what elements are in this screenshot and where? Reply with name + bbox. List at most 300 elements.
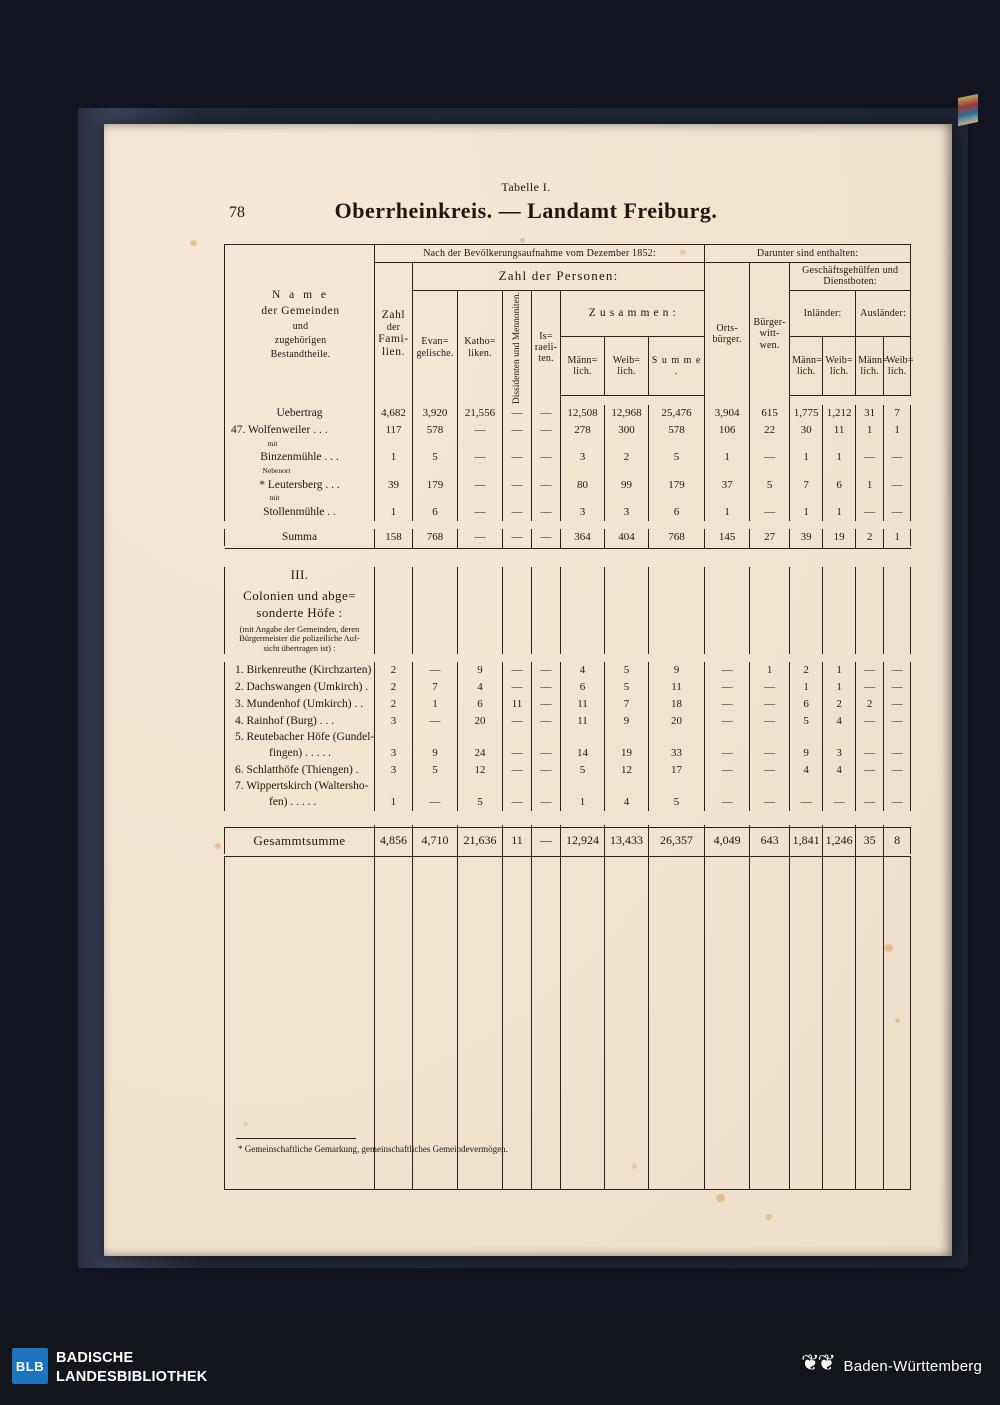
header-inlaender: Inländer: (790, 290, 856, 336)
section-note-l3: sicht übertragen ist) : (263, 642, 336, 653)
cell: — (503, 794, 532, 811)
table-row (225, 762, 911, 779)
page-number: 78 (229, 204, 245, 221)
header-families-l4: lien. (381, 345, 406, 358)
cell: 4,049 (705, 827, 750, 854)
cell: 5 (605, 679, 649, 696)
cell: — (532, 422, 561, 439)
header-families-l1: Zahl (381, 309, 406, 322)
table-row (225, 476, 911, 493)
cell: — (503, 476, 532, 493)
cell: 11 (823, 422, 856, 439)
header-zus-w-l1: Weib= (612, 354, 641, 366)
header-ausl-w-l2: lich. (887, 365, 907, 377)
cell: — (884, 794, 911, 811)
cell: 1 (705, 449, 750, 466)
cell: 25,476 (649, 405, 705, 422)
table-row (225, 504, 911, 521)
cell: — (532, 529, 561, 546)
table-row (225, 422, 911, 439)
header-ausl-weiblich (884, 336, 914, 395)
header-israel-l1: Is= (539, 330, 553, 342)
cell: 3 (561, 504, 605, 521)
cell: — (458, 422, 503, 439)
cell: 80 (561, 476, 605, 493)
header-name-line3: und (292, 320, 309, 332)
header-bw-l1: Bürger- (753, 317, 786, 329)
header-ausl-w-l1: Weib= (886, 354, 914, 366)
cell: — (856, 449, 884, 466)
cell: — (856, 679, 884, 696)
cell: 21,556 (458, 405, 503, 422)
cell: 11 (503, 696, 532, 713)
header-bw-l3: wen. (759, 339, 780, 351)
cell: 30 (790, 422, 823, 439)
cell: 27 (750, 529, 790, 546)
header-name-line1: N a m e (271, 289, 330, 302)
cell: — (750, 679, 790, 696)
header-zus-m-l2: lich. (573, 365, 592, 377)
header-buergerwittwen (750, 263, 790, 405)
cell: 1,246 (823, 827, 856, 854)
cell: — (705, 696, 750, 713)
cell: — (532, 662, 561, 679)
cell: — (503, 422, 532, 439)
cell: — (884, 476, 911, 493)
cell: 8 (884, 827, 911, 854)
cell: — (856, 713, 884, 730)
cell: 1 (856, 476, 884, 493)
cell: 300 (605, 422, 649, 439)
cell: 11 (503, 827, 532, 854)
cell: — (532, 449, 561, 466)
cell: — (413, 794, 458, 811)
cell: — (884, 745, 911, 762)
cell: 364 (561, 529, 605, 546)
cell: — (884, 762, 911, 779)
cell: 12,508 (561, 405, 605, 422)
cell: 26,357 (649, 827, 705, 854)
cell: — (503, 662, 532, 679)
cell: — (750, 504, 790, 521)
cell: 12,968 (605, 405, 649, 422)
cell: 3 (823, 745, 856, 762)
state-name: Baden-Württemberg (843, 1358, 982, 1375)
cell: 768 (649, 529, 705, 546)
cell: 278 (561, 422, 605, 439)
cell: 9 (649, 662, 705, 679)
section-heading-line2: sonderte Höfe : (225, 605, 375, 622)
header-zusammen: Z u s a m m e n : (561, 290, 705, 336)
table-row (225, 439, 911, 449)
table-row (225, 654, 911, 662)
cell: 12 (605, 762, 649, 779)
header-ausl-m-l2: lich. (860, 365, 879, 377)
cell: — (705, 662, 750, 679)
blb-logo[interactable]: BLB (12, 1348, 48, 1384)
cell: 179 (413, 476, 458, 493)
cell: — (790, 794, 823, 811)
cell: — (705, 713, 750, 730)
row-label: 7. Wippertskirch (Waltersho- (225, 779, 375, 794)
cell: 117 (375, 422, 413, 439)
cell: 5 (413, 762, 458, 779)
cell: — (750, 745, 790, 762)
cell: 3,904 (705, 405, 750, 422)
cell: 35 (856, 827, 884, 854)
cell: 5 (413, 449, 458, 466)
cell: — (705, 679, 750, 696)
cell: 1 (884, 529, 911, 546)
cell: 5 (649, 449, 705, 466)
cell: 14 (561, 745, 605, 762)
header-inl-w-l1: Weib= (825, 354, 853, 366)
header-zus-m-l1: Männ= (567, 354, 598, 366)
cell: 5 (649, 794, 705, 811)
table-row (225, 745, 911, 762)
section-note-row (225, 622, 911, 655)
cell: 2 (823, 696, 856, 713)
header-inl-maennlich (790, 336, 823, 395)
cell: 7 (884, 405, 911, 422)
table-row (225, 662, 911, 679)
row-label: fingen) . . . . . (225, 745, 375, 762)
table-row (225, 405, 911, 422)
cell: 1 (823, 504, 856, 521)
cell: 39 (375, 476, 413, 493)
cell: — (458, 529, 503, 546)
cell: — (856, 762, 884, 779)
row-label: 3. Mundenhof (Umkirch) . . (225, 696, 375, 713)
cell: — (532, 794, 561, 811)
header-families (375, 263, 413, 405)
table-row (225, 696, 911, 713)
cell: — (705, 745, 750, 762)
cell: 21,636 (458, 827, 503, 854)
cell: — (750, 696, 790, 713)
cell: 5 (458, 794, 503, 811)
cell: 3 (375, 745, 413, 762)
header-katholiken (458, 290, 503, 405)
table-row (225, 811, 911, 825)
cell: 37 (705, 476, 750, 493)
cell: 5 (605, 662, 649, 679)
cell: 1 (375, 504, 413, 521)
cell: 1 (413, 696, 458, 713)
cell: — (532, 745, 561, 762)
cell: 22 (750, 422, 790, 439)
cell: — (503, 449, 532, 466)
cell: — (503, 745, 532, 762)
cell: 4 (823, 762, 856, 779)
header-inl-weiblich (823, 336, 856, 395)
header-name-line4: zugehörigen (274, 335, 327, 347)
table-blank-area (225, 857, 911, 1190)
header-families-l3: Fami- (378, 333, 409, 346)
cell: 1 (856, 422, 884, 439)
cell: 9 (605, 713, 649, 730)
header-group-census: Nach der Bevölkerungsaufnahme vom Dezember 1852: (375, 245, 705, 263)
cell: 5 (561, 762, 605, 779)
row-label: 6. Schlatthöfe (Thiengen) . (225, 762, 375, 779)
row-label: Stollenmühle . . (225, 504, 375, 521)
section-note-l1: (mit Angabe der Gemeinden, deren (239, 623, 360, 634)
cell: 6 (458, 696, 503, 713)
header-auslaender: Ausländer: (856, 290, 911, 336)
blb-line1: BADISCHE (56, 1350, 134, 1366)
page-content (116, 140, 936, 1250)
header-ortsbuerger (705, 263, 750, 405)
header-zus-summe (649, 336, 705, 395)
cell: 7 (413, 679, 458, 696)
header-name-col (225, 245, 375, 405)
header-evang-l1: Evan= (421, 336, 449, 348)
header-families-l2: der (386, 321, 401, 333)
cell: 1,775 (790, 405, 823, 422)
table-row-summa (225, 529, 911, 546)
cell: 3 (561, 449, 605, 466)
cell: — (856, 662, 884, 679)
row-label: 4. Rainhof (Burg) . . . (225, 713, 375, 730)
cell: — (503, 504, 532, 521)
header-gehilfen (790, 263, 911, 290)
cell: 3,920 (413, 405, 458, 422)
header-inl-m-l1: Männ= (792, 354, 823, 366)
header-zus-summe-label: S u m m e . (651, 354, 702, 377)
cell: — (884, 696, 911, 713)
cell: 145 (705, 529, 750, 546)
header-ausl-maennlich (856, 336, 889, 395)
row-label: mit (225, 493, 375, 503)
cell: — (458, 476, 503, 493)
section-heading-row (225, 605, 911, 622)
cell: 1 (750, 662, 790, 679)
header-ausl-m-l1: Männ= (858, 354, 889, 366)
header-inl-w-l2: lich. (829, 365, 849, 377)
cell: 2 (856, 696, 884, 713)
row-label: * Leutersberg . . . (225, 476, 375, 493)
cell: 19 (823, 529, 856, 546)
header-group-contained: Darunter sind enthalten: (705, 245, 911, 263)
cell: 2 (605, 449, 649, 466)
cell: — (413, 713, 458, 730)
table-label: Tabelle I. (501, 180, 551, 194)
cell: 31 (856, 405, 884, 422)
header-zus-w-l2: lich. (617, 365, 636, 377)
cell: 4,710 (413, 827, 458, 854)
header-bw-l2: witt- (759, 328, 780, 340)
cell: — (532, 713, 561, 730)
row-label: Summa (225, 529, 375, 546)
cell: 1 (884, 422, 911, 439)
cell: 6 (649, 504, 705, 521)
footnote: * Gemeinschaftliche Gemarkung, gemeinschaftliches Gemeindevermögen. (238, 1144, 508, 1154)
cell: 1 (790, 679, 823, 696)
cell: 9 (413, 745, 458, 762)
cell: 11 (649, 679, 705, 696)
row-label: 2. Dachswangen (Umkirch) . (225, 679, 375, 696)
statistics-table-wrapper (224, 244, 914, 1190)
table-row (225, 713, 911, 730)
cell: — (532, 405, 561, 422)
header-evang-l2: gelische. (416, 347, 454, 359)
table-row (225, 493, 911, 503)
cell: 17 (649, 762, 705, 779)
cell: — (884, 713, 911, 730)
cell: — (532, 696, 561, 713)
grand-total-label: Gesammtsumme (225, 827, 375, 854)
cell: 643 (750, 827, 790, 854)
cell: 6 (413, 504, 458, 521)
cell: 1,212 (823, 405, 856, 422)
cell: 12 (458, 762, 503, 779)
section-numeral: III. (225, 567, 375, 584)
cell: — (532, 762, 561, 779)
row-label: Nebenort (225, 466, 375, 476)
header-name-line5: Bestandtheile. (270, 349, 331, 361)
cell: 1 (823, 662, 856, 679)
header-zus-weiblich (605, 336, 649, 395)
cell: 2 (856, 529, 884, 546)
header-gehilfen-l1: Geschäftsgehülfen und (802, 265, 899, 277)
header-dissidenten (503, 290, 532, 405)
cell: — (750, 713, 790, 730)
cell: — (705, 762, 750, 779)
cell: 6 (790, 696, 823, 713)
table-row (225, 548, 911, 567)
statistics-table (224, 244, 914, 1190)
cell: — (750, 762, 790, 779)
cell: 2 (375, 679, 413, 696)
section-heading-row (225, 583, 911, 605)
cell: 1 (705, 504, 750, 521)
cell: — (458, 449, 503, 466)
cell: 106 (705, 422, 750, 439)
cell: 7 (790, 476, 823, 493)
book-fore-edge (958, 94, 978, 126)
blb-library-name (56, 1349, 207, 1387)
cell: 6 (823, 476, 856, 493)
row-label: 47. Wolfenweiler . . . (225, 422, 375, 439)
cell: 5 (750, 476, 790, 493)
cell: 4,856 (375, 827, 413, 854)
cell: 4 (561, 662, 605, 679)
cell: 3 (605, 504, 649, 521)
cell: 4 (790, 762, 823, 779)
cell: 1 (823, 449, 856, 466)
cell: 18 (649, 696, 705, 713)
table-row (225, 679, 911, 696)
cell: — (856, 745, 884, 762)
cell: 13,433 (605, 827, 649, 854)
cell: 404 (605, 529, 649, 546)
cell: 4 (605, 794, 649, 811)
header-inl-m-l2: lich. (796, 365, 816, 377)
cell: 1 (375, 449, 413, 466)
table-row (225, 521, 911, 529)
cell: — (503, 679, 532, 696)
cell: 3 (375, 713, 413, 730)
cell: 1 (375, 794, 413, 811)
cell: 6 (561, 679, 605, 696)
cell: — (413, 662, 458, 679)
footnote-divider (236, 1138, 356, 1139)
cell: 39 (790, 529, 823, 546)
cell: 1 (823, 679, 856, 696)
cell: 179 (649, 476, 705, 493)
header-israeliten (532, 290, 561, 405)
header-israel-l3: ten. (538, 353, 554, 365)
cell: — (532, 504, 561, 521)
cell: 1 (790, 449, 823, 466)
row-label: Binzenmühle . . . (225, 449, 375, 466)
cell: 20 (649, 713, 705, 730)
table-row (225, 730, 911, 745)
cell: 33 (649, 745, 705, 762)
table-header-row-1 (225, 245, 911, 263)
cell: — (884, 662, 911, 679)
cell: — (750, 449, 790, 466)
cell: 1 (561, 794, 605, 811)
row-label: Uebertrag (225, 405, 375, 422)
cell: — (532, 679, 561, 696)
header-persons: Zahl der Personen: (413, 263, 705, 290)
cell: 11 (561, 713, 605, 730)
cell: — (750, 794, 790, 811)
header-israel-l2: raeli- (534, 342, 558, 354)
section-note (225, 622, 375, 655)
cell: 19 (605, 745, 649, 762)
header-kath-l1: Katho= (464, 336, 496, 348)
cell: 5 (790, 713, 823, 730)
header-dissidenten-label: Dissidenten und Mennoniten. (511, 291, 522, 404)
cell: 768 (413, 529, 458, 546)
griffin-icon: ❦❦ (801, 1350, 834, 1375)
row-label: 5. Reutebacher Höfe (Gundel- (225, 730, 375, 745)
cell: — (856, 794, 884, 811)
header-gehilfen-l2: Dienstboten: (823, 276, 877, 288)
cell: — (532, 476, 561, 493)
table-row (225, 794, 911, 811)
cell: 11 (561, 696, 605, 713)
cell: 4 (823, 713, 856, 730)
cell: — (503, 713, 532, 730)
header-evangelische (413, 290, 458, 405)
cell: 7 (605, 696, 649, 713)
cell: 1,841 (790, 827, 823, 854)
row-label: 1. Birkenreuthe (Kirchzarten) (225, 662, 375, 679)
cell: — (884, 679, 911, 696)
header-name-line2: der Gemeinden (261, 305, 340, 318)
cell: 2 (375, 662, 413, 679)
table-row (225, 779, 911, 794)
cell: 615 (750, 405, 790, 422)
cell: 578 (649, 422, 705, 439)
table-row (225, 449, 911, 466)
cell: 2 (790, 662, 823, 679)
header-zus-maennlich (561, 336, 605, 395)
cell: — (856, 504, 884, 521)
header-kath-l2: liken. (468, 347, 492, 359)
cell: — (884, 504, 911, 521)
cell: — (884, 449, 911, 466)
cell: 12,924 (561, 827, 605, 854)
header-ortsbuerger-l1: Orts- (716, 322, 738, 334)
table-row-grand-total (225, 827, 911, 854)
cell: — (458, 504, 503, 521)
cell: 578 (413, 422, 458, 439)
header-ortsbuerger-l2: bürger. (712, 333, 742, 345)
